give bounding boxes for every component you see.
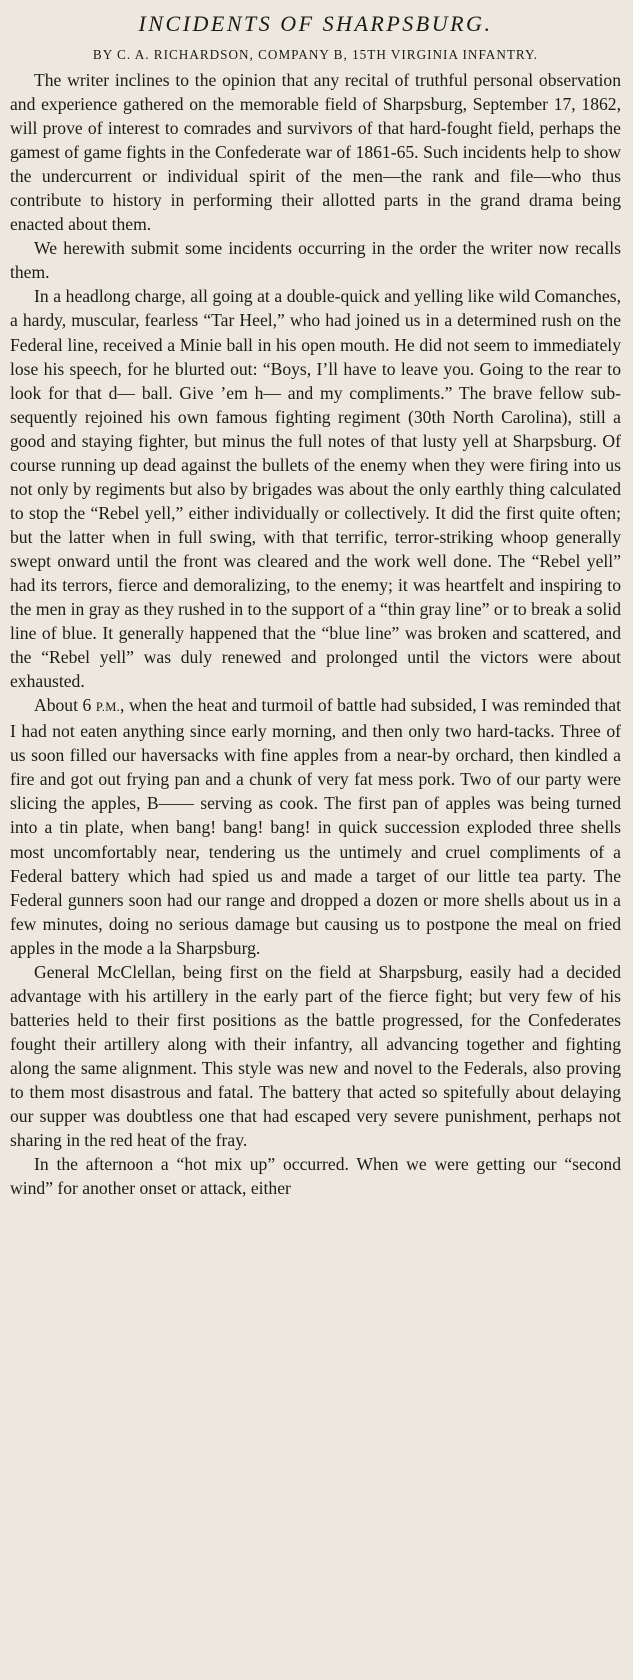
article-title: INCIDENTS OF SHARPSBURG. (138, 11, 493, 36)
paragraph-2: We herewith submit some incidents occurring in the order the writer now recalls them. (10, 238, 621, 283)
paragraph-1: The writer inclines to the opinion that any recital of truthful personal observation and experience gathered on the memorable field of Sharpsburg, September 17, 1862, will prove of interest to comrades and survivors of that hard-fought field, perhaps the gamest of game fights in the Confederate war of 1861-65. Such incidents help to show the undercurrent or individual spirit of the men—the rank and file—who thus contribute to history in performing their allotted parts in the grand drama being enacted about them. (10, 70, 621, 235)
paragraph-4-rest: , when the heat and turmoil of battle had subsided, I was reminded that I had not eaten anything since early morning, and then only two hard-tacks. Three of us soon filled our haversacks with fine apples from a near-by orchard, then kindled a fire and got out frying pan and a chunk of very fat mess pork. Two of our party were slicing the apples, B—— serving as cook. The first pan of apples was being turned into a tin plate, when bang! bang! bang! in quick succession exploded three shells most uncomfortably near, tendering us the untimely and cruel compliments of a Federal battery which had spied us and made a target of our little tea party. The Federal gunners soon had our range and dropped a dozen or more shells about us in a few minutes, doing no serious damage but causing us to postpone the meal on fried apples in the mode a la Sharpsburg. (10, 695, 621, 958)
time-abbreviation: P.M. (95, 700, 121, 715)
paragraph-3: In a headlong charge, all going at a double-quick and yelling like wild Comanches, a hardy, muscular, fearless “Tar Heel,” who had joined us in a determined rush on the Federal line, received a Minie ball in his open mouth. He did not seem to immediately lose his speech, for he blurted out: “Boys, I’ll have to leave you. Going to the rear to look for that d— ball. Give ’em h— and my compliments.” The brave fellow subsequently rejoined his own famous fighting regiment (30th North Carolina), still a good and staying fighter, but minus the full notes of that lusty yell at Sharpsburg. Of course running up dead against the bullets of the enemy when they were firing into us not only by regiments but also by brigades was about the only earthly thing calculated to stop the “Rebel yell,” either individually or collectively. It did the first quite often; but the latter when in full swing, with that terrific, terror-striking whoop generally swept onward until the front was cleared and the work well done. The “Rebel yell” had its terrors, fierce and demoralizing, to the enemy; it was heartfelt and inspiring to the men in gray as they rushed in to the support of a “thin gray line” or to break a solid line of blue. It generally happened that the “blue line” was broken and scattered, and the “Rebel yell” was duly renewed and prolonged until the victors were about exhausted. (10, 286, 621, 692)
paragraph-4-start: About 6 (34, 695, 96, 716)
paragraph-4 (10, 693, 621, 960)
article-byline: BY C. A. RICHARDSON, COMPANY B, 15TH VIRGINIA INFANTRY. (92, 47, 539, 62)
paragraph-5: General McClellan, being first on the field at Sharpsburg, easily had a decided advantage with his artillery in the early part of the fierce fight; but very few of his batteries held to their first positions as the battle progressed, for the Confederates fought their artillery along with their infantry, all advancing together and fighting along the same alignment. This style was new and novel to the Federals, also proving to them most disastrous and fatal. The battery that acted so spitefully about delaying our supper was doubtless one that had escaped very severe punishment, perhaps not sharing in the red heat of the fray. (10, 961, 621, 1151)
paragraph-6: In the afternoon a “hot mix up” occurred. When we were getting our “second wind” for another onset or attack, either (10, 1154, 621, 1199)
